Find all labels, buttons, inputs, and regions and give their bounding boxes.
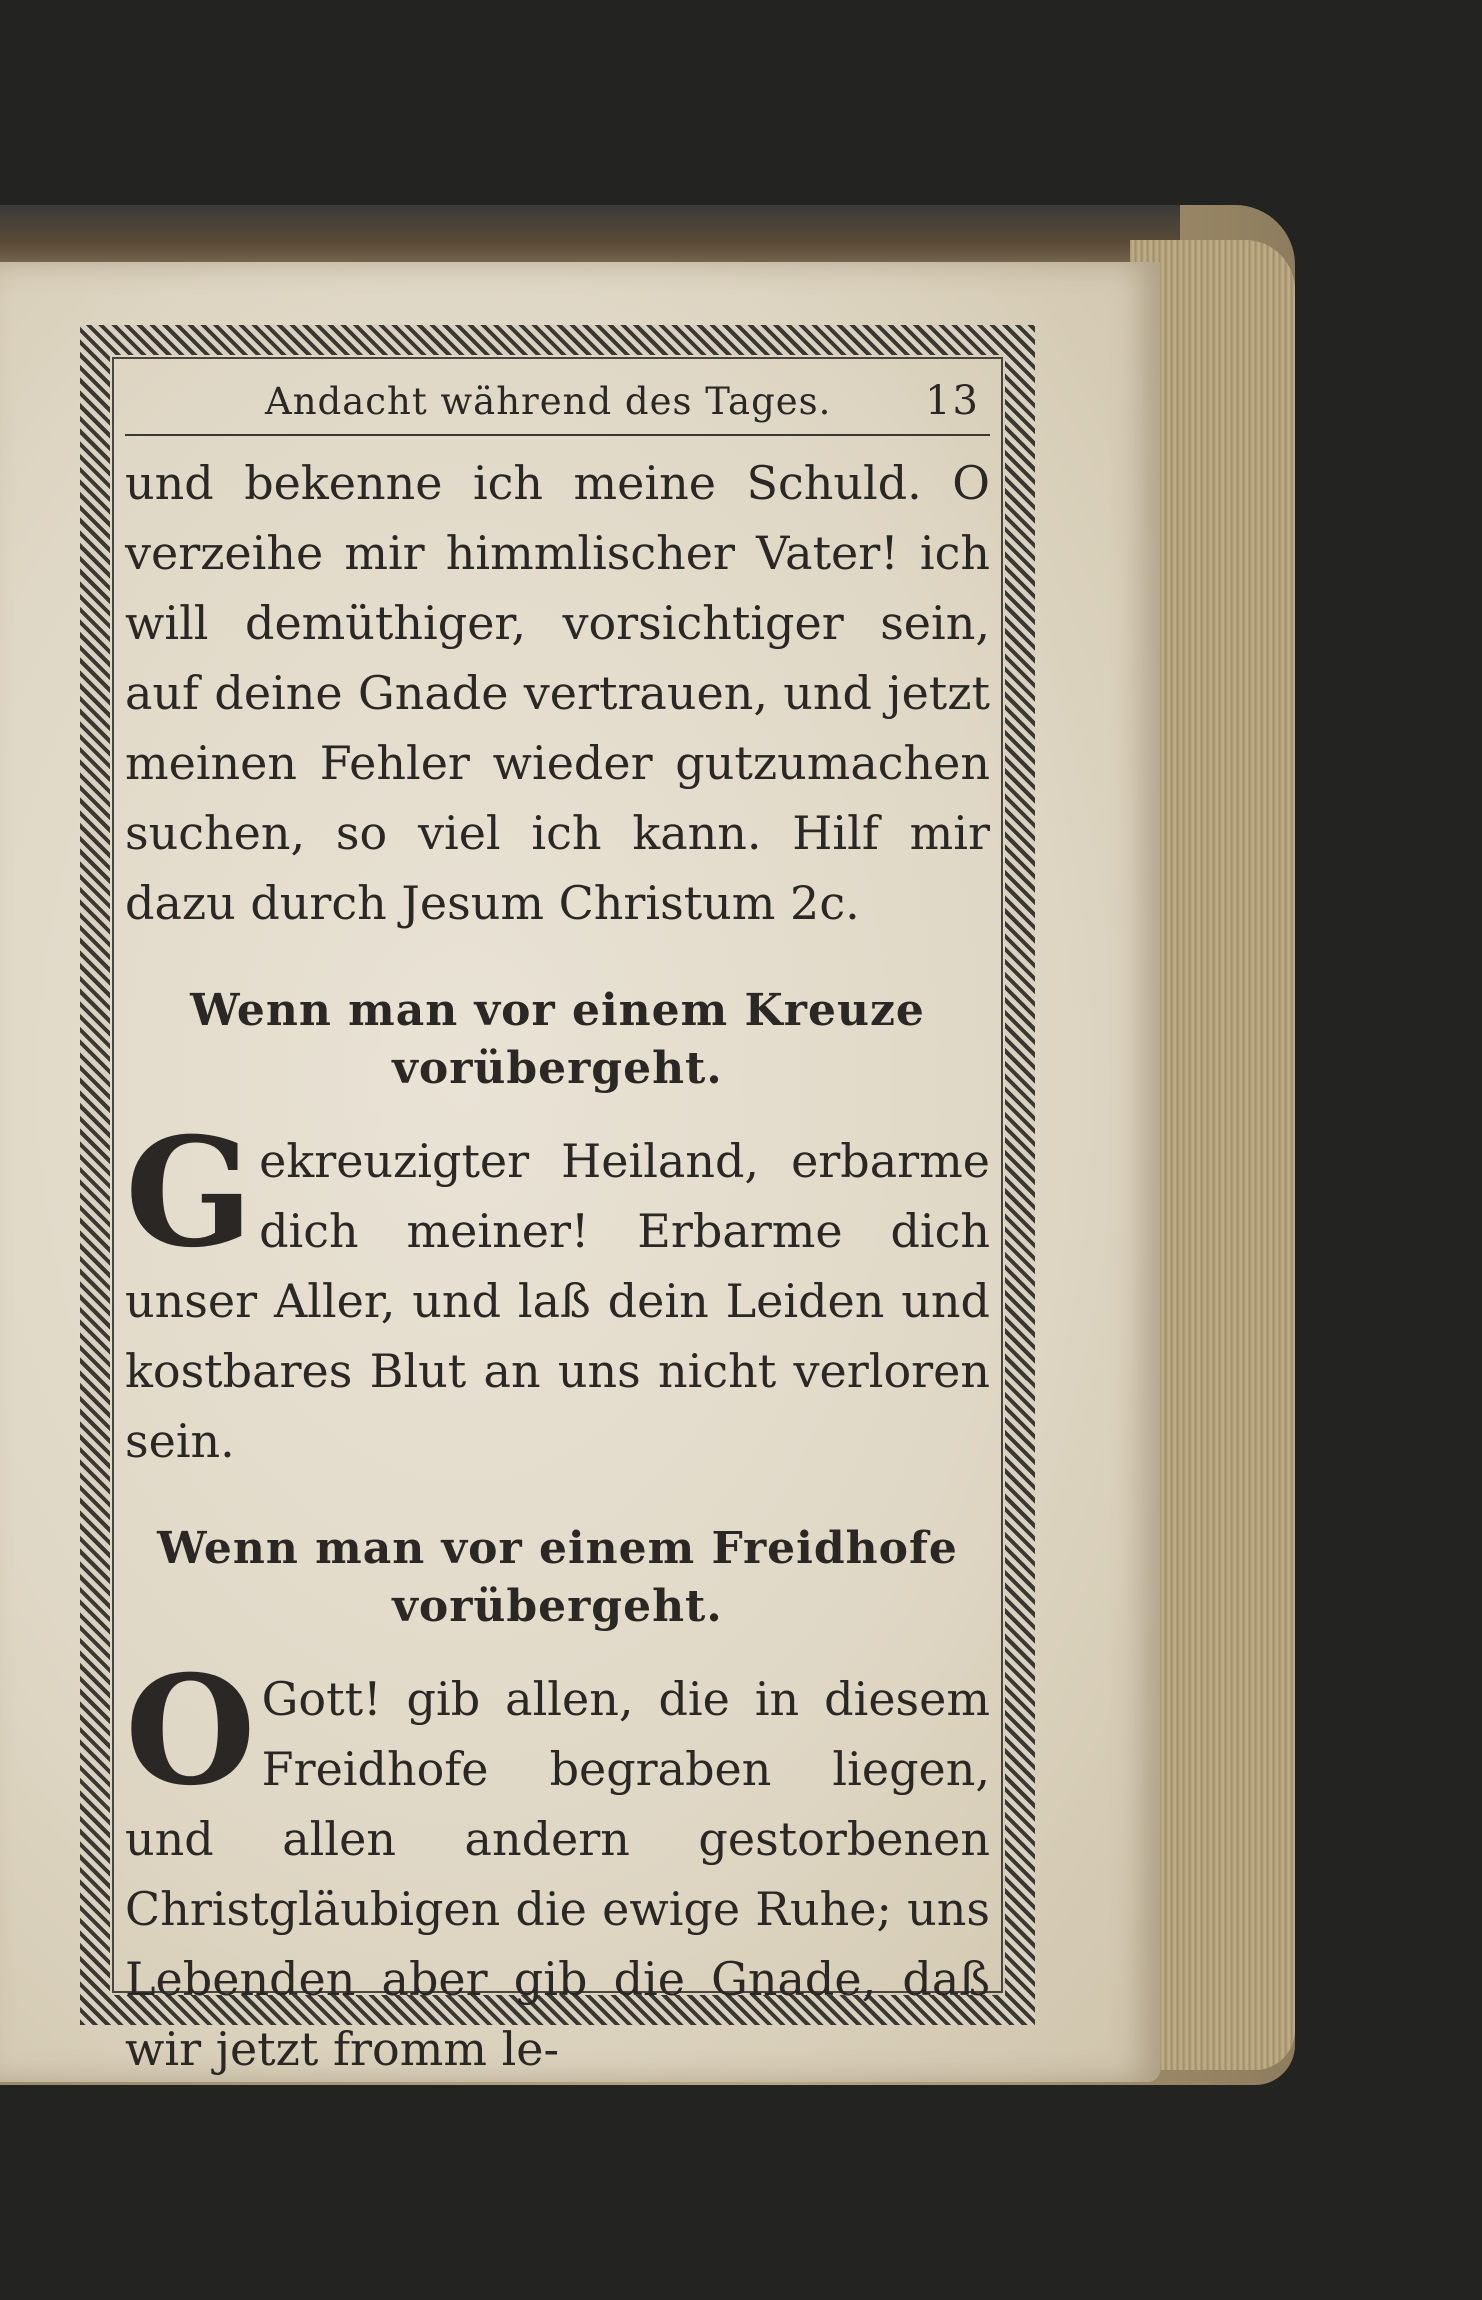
prayer-cemetery-text: Gott! gib allen, die in diesem Freidhofe begraben liegen, und allen andern gestorbenen Christgläubigen die ewige Ruhe; uns Lebenden aber gib die Gnade, daß wir jetzt fromm le- <box>125 1672 990 2076</box>
page-number: 13 <box>925 378 980 424</box>
prayer-cross-text: ekreuzigter Heiland, erbarme dich meiner! Erbarme dich unser Aller, und laß dein Leiden und kostbares Blut an uns nicht verloren sein. <box>125 1134 990 1468</box>
section-heading-cross-line1: Wenn man vor einem Kreuze <box>190 985 925 1036</box>
prayer-cemetery <box>125 1643 990 2084</box>
running-head-title: Andacht während des Tages. <box>265 380 832 423</box>
section-heading-cemetery-line2: vorübergeht. <box>392 1581 723 1632</box>
section-heading-cross <box>125 982 990 1098</box>
section-heading-cemetery <box>125 1520 990 1636</box>
prayer-cross <box>125 1105 990 1476</box>
running-head <box>125 368 990 436</box>
paragraph-continued: und bekenne ich meine Schuld. O verzeihe mir himmlischer Vater! ich will demüthiger, vorsichtiger sein, auf deine Gnade vertrauen, und jetzt meinen Fehler wieder gutzumachen suchen, so viel ich kann. Hilf mir dazu durch Jesum Christum 2c. <box>125 456 990 930</box>
book-headband <box>0 205 1180 267</box>
drop-cap-g: G <box>125 1105 254 1281</box>
section-heading-cross-line2: vorübergeht. <box>392 1043 723 1094</box>
page-content <box>125 368 990 2084</box>
drop-cap-o: O <box>125 1643 256 1819</box>
section-heading-cemetery-line1: Wenn man vor einem Freidhofe <box>157 1523 958 1574</box>
